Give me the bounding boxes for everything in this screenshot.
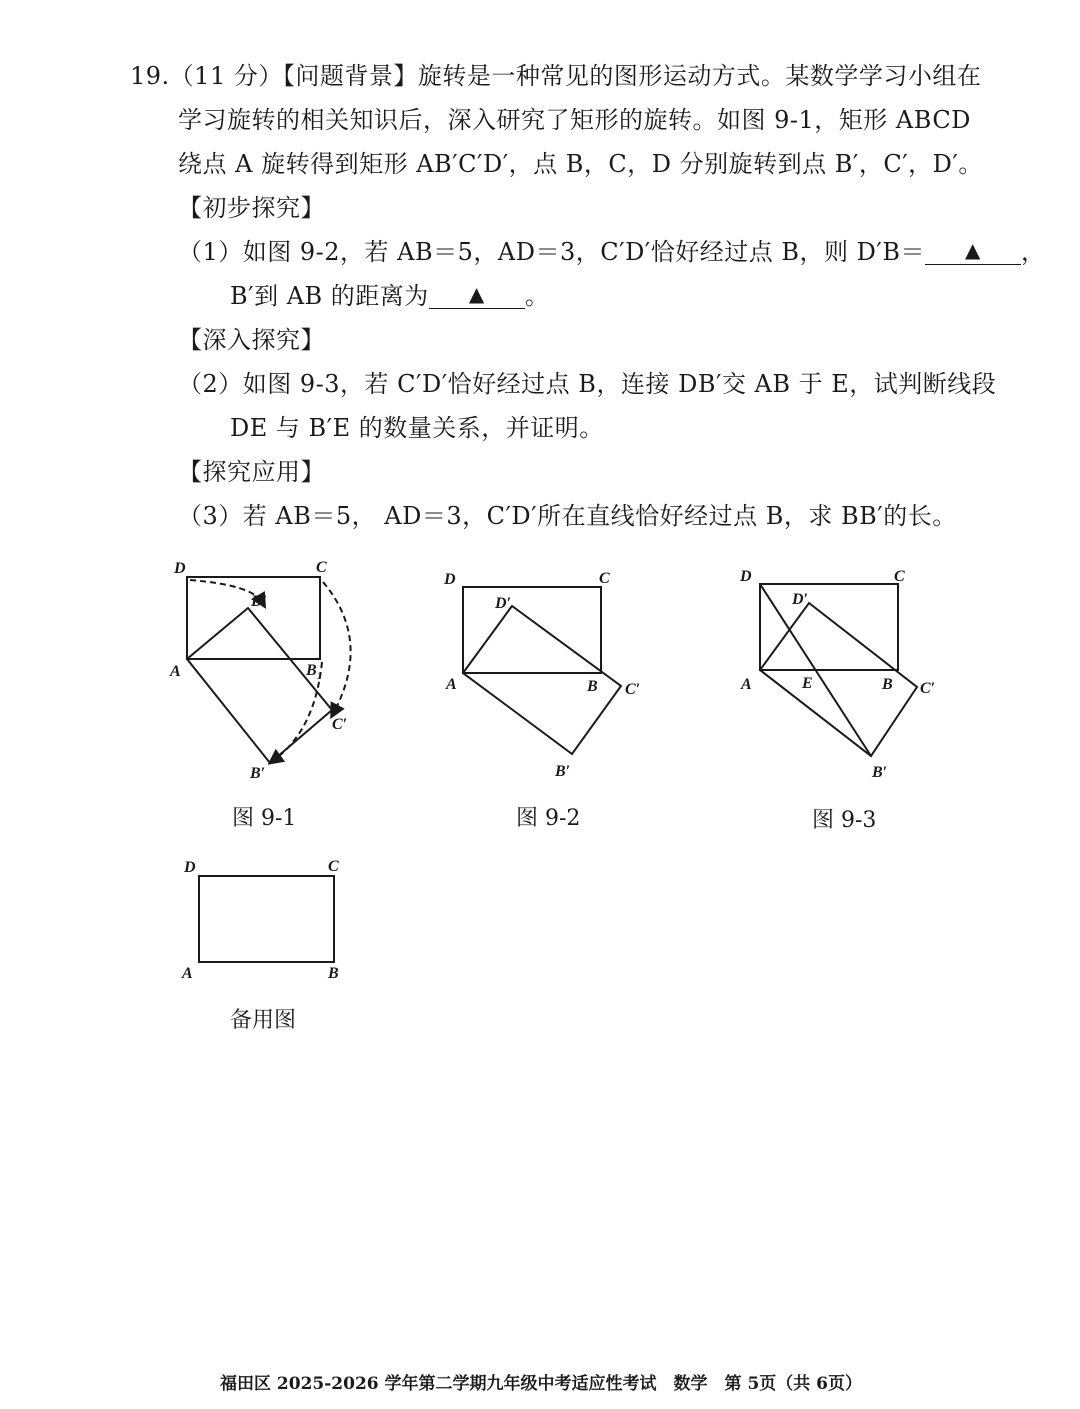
caption-fig-9-1: 图 9-1 [232,806,297,831]
question-line-2: 学习旋转的相关知识后，深入研究了矩形的旋转。如图 9-1，矩形 ABCD [178,106,971,134]
label-B1: B [306,662,317,679]
label-B: B [587,678,598,695]
part2-line-2: DE 与 B′E 的数量关系，并证明。 [230,414,604,442]
part1-comma: ， [1020,238,1046,266]
question-points: （11 分） [169,62,283,90]
label-B: B [328,965,339,982]
label-Cprime: C′ [625,681,641,698]
label-A: A [182,965,193,982]
section-title-deep: 【深入探究】 [178,326,325,354]
question-line-3: 绕点 A 旋转得到矩形 AB′C′D′，点 B，C，D 分别旋转到点 B′，C′，D′。 [178,150,983,178]
label-D: D [740,568,752,585]
part1-question-text: （1）如图 9-2，若 AB＝5，AD＝3，C′D′恰好经过点 B，则 D′B＝ [178,238,925,266]
label-C: C [894,568,905,585]
label-Dprime: D′ [792,591,809,608]
question-background-text: 【问题背景】旋转是一种常见的图形运动方式。某数学学习小组在 [282,62,982,90]
label-A: A [446,676,457,693]
label-D: D [174,560,186,577]
label-Bprime: B′ [872,764,888,781]
part2-line-1: （2）如图 9-3，若 C′D′恰好经过点 B，连接 DB′交 AB 于 E，试判断线段 [178,370,997,398]
label-D: D [444,571,456,588]
label-C: C [328,858,339,875]
page-footer: 福田区 2025-2026 学年第二学期九年级中考适应性考试 数学 第 5页（共 6页） [220,1374,863,1394]
section-title-application: 【探究应用】 [178,458,325,486]
section-title-preliminary: 【初步探究】 [178,194,325,222]
label-Bprime: B′ [250,765,266,782]
label-C: C [316,559,327,576]
triangle-marker-icon: ▲ [965,238,981,262]
label-Dprime: D′ [495,595,512,612]
label-B: B [882,676,893,693]
label-D: D [184,859,196,876]
label-B1-subscript: 1 [317,670,323,682]
label-A: A [170,663,181,680]
label-Dprime: D′ [251,593,268,610]
label-Cprime: C′ [920,680,936,697]
triangle-marker-icon: ▲ [468,282,485,306]
label-Cprime: C′ [332,716,348,733]
caption-spare-figure: 备用图 [230,1008,297,1033]
label-Bprime: B′ [555,763,571,780]
question-number: 19. [130,62,170,90]
label-C: C [599,570,610,587]
caption-fig-9-2: 图 9-2 [516,806,581,831]
caption-fig-9-3: 图 9-3 [812,808,877,833]
part3-line-1: （3）若 AB＝5， AD＝3，C′D′所在直线恰好经过点 B，求 BB′的长。 [178,502,957,530]
label-E: E [802,675,813,692]
part1-distance-text: B′到 AB 的距离为 [230,282,429,310]
rectangle-ABCD [199,876,334,962]
label-A: A [741,676,752,693]
part1-period: 。 [524,282,550,310]
